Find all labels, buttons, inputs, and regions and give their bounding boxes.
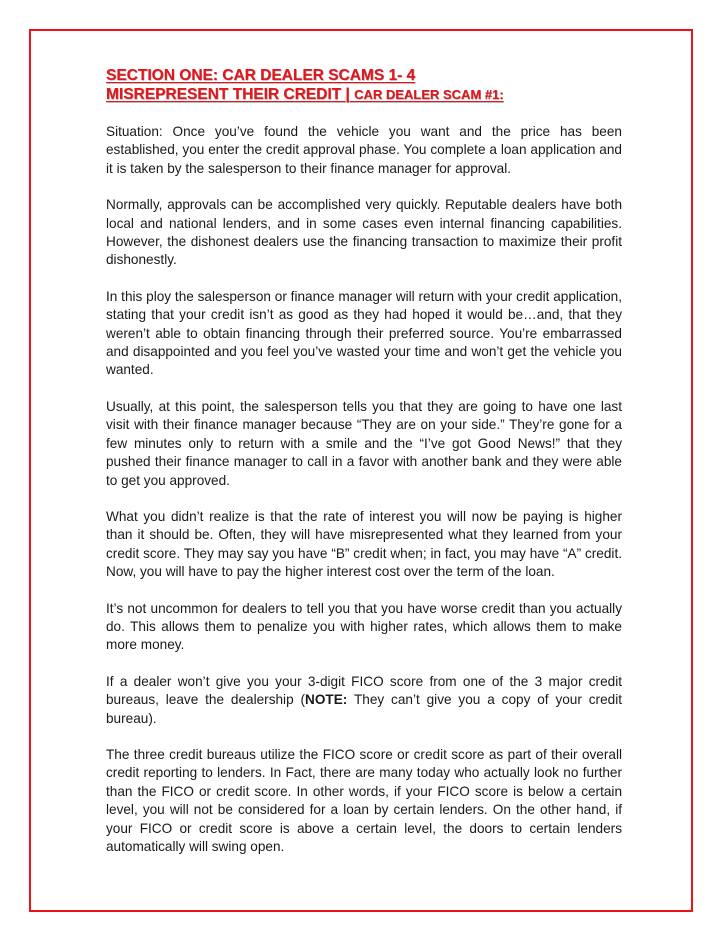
paragraph-good-news: Usually, at this point, the salesperson tells you that they are going to have one last visit with their finance manager because “They are on your side.” They’re gone for a few minutes only to return with a smile and the “I’ve got Good News!” that they pushed their finance manager to call in a favor with another bank and they were able to get you approved. [106,398,622,488]
section-title: SECTION ONE: CAR DEALER SCAMS 1- 4 [106,67,416,84]
paragraph-approvals: Normally, approvals can be accomplished very quickly. Reputable dealers have both local and national lenders, and in some cases even internal financing capabilities. However, the dishonest dealers use the financing transaction to maximize their profit dishonestly. [106,197,622,268]
paragraph-situation: Situation: Once you’ve found the vehicle you want and the price has been established, you enter the credit approval phase. You complete a loan application and it is taken by the salesperson to their finance manager for approval. [106,124,622,176]
paragraph-credit-bureaus: The three credit bureaus utilize the FICO score or credit score as part of their overall credit reporting to lenders. In Fact, there are many today who actually look no further than the FICO or credit score. In other words, if your FICO score is below a certain level, you will not be considered for a loan by certain lenders. On the other hand, if your FICO or credit score is above a certain level, the doors to certain lenders automatically will swing open. [106,746,622,854]
document-body [106,66,622,874]
subtitle-main: MISREPRESENT THEIR CREDIT | [106,86,355,103]
heading-block [106,66,622,104]
fico-text-after: They can’t give you a copy of your credit bureau). [106,692,622,726]
paragraph-interest-rate: What you didn’t realize is that the rate of interest you will now be paying is higher than it should be. Often, they will have misrepresented what they learned from your credit score. They may say you have “B” credit when; in fact, you may have “A” credit. Now, you will have to pay the higher interest cost over the term of the loan. [106,508,622,580]
note-label: NOTE: [305,692,348,708]
paragraph-worse-credit: It’s not uncommon for dealers to tell you that you have worse credit than you actually do. This allows them to penalize you with higher rates, which allows them to make more money. [106,600,622,653]
paragraph-ploy: In this ploy the salesperson or finance manager will return with your credit application, stating that your credit isn’t as good as they had hoped it would be…and, that they weren’t able to obtain financing through their preferred source. You’re embarrassed and disappointed and you feel you’ve wasted your time and won’t get the vehicle you wanted. [106,288,622,378]
fico-text-before: If a dealer won’t give you your 3-digit FICO score from one of the 3 major credit bureaus, leave the dealership ( [106,673,622,708]
paragraph-fico-score [106,673,622,728]
chapter-subtitle [106,85,622,104]
scam-number: CAR DEALER SCAM #1: [354,87,504,102]
